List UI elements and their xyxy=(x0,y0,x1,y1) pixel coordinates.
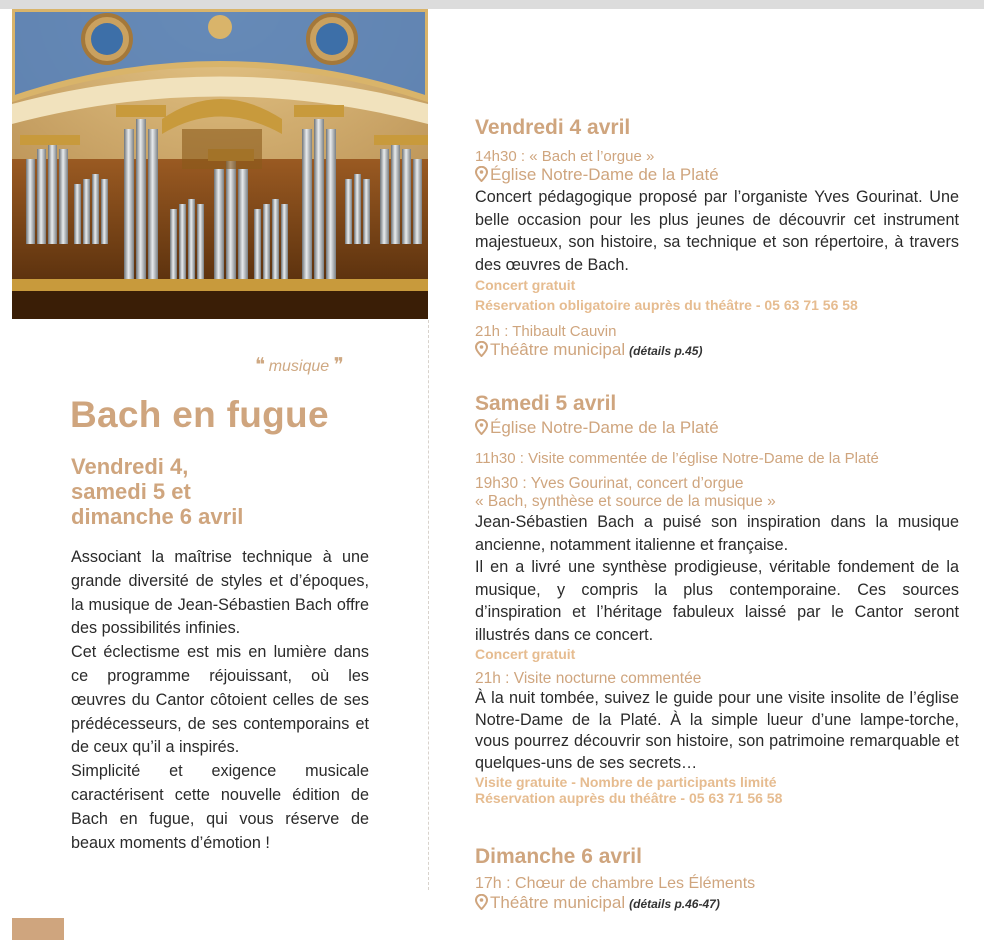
intro-paragraph: Simplicité et exigence musicale caractérisent cette nouvelle édition de Bach en fugue, qui vous réserve de beaux moments d’émotion ! xyxy=(71,762,369,852)
intro-paragraph: Cet éclectisme est mis en lumière dans ce programme réjouissant, où les œuvres du Cantor côtoient celles de ses prédécesseurs, de ses contemporains et de ceux qu’il a inspirés. xyxy=(71,643,369,757)
page-reference: (détails p.46-47) xyxy=(629,897,720,911)
dates-line: Vendredi 4, xyxy=(71,454,189,479)
location-pin-icon xyxy=(475,341,488,357)
location-pin-icon xyxy=(475,166,488,182)
quote-close-icon: ❞ xyxy=(333,355,343,376)
event-time: 21h : Thibault Cauvin xyxy=(475,323,617,340)
quote-open-icon: ❝ xyxy=(255,355,265,376)
description-paragraph: Jean-Sébastien Bach a puisé son inspiration dans la musique ancienne, notamment italienne et française. xyxy=(475,513,959,554)
top-border xyxy=(0,0,984,9)
dates-line: samedi 5 et xyxy=(71,479,191,504)
intro-text xyxy=(71,546,369,855)
event-time: 17h : Chœur de chambre Les Éléments xyxy=(475,875,756,892)
column-divider xyxy=(428,320,429,890)
event-booking: Réservation auprès du théâtre - 05 63 71 56 58 xyxy=(475,790,783,806)
event-description xyxy=(475,511,959,646)
event-venue xyxy=(475,893,959,913)
location-pin-icon xyxy=(475,894,488,910)
event-price: Concert gratuit xyxy=(475,277,576,293)
page-reference: (détails p.45) xyxy=(629,344,703,358)
organ-photo xyxy=(12,9,428,319)
page-number-box xyxy=(12,918,64,940)
day-heading: Dimanche 6 avril xyxy=(475,845,642,868)
sunday-section xyxy=(475,845,959,913)
venue-name: Théâtre municipal xyxy=(490,340,626,359)
venue-name: Théâtre municipal xyxy=(490,893,626,912)
event-description: À la nuit tombée, suivez le guide pour une visite insolite de l’église Notre-Dame de la Platé. À la simple lueur d’une lampe-torche, vous pourrez découvrir son histoire, son patrimoine remarquable et quelques-uns de ses secrets… xyxy=(475,689,959,772)
event-booking: Réservation obligatoire auprès du théâtre - 05 63 71 56 58 xyxy=(475,297,858,313)
event-time: 19h30 : Yves Gourinat, concert d’orgue xyxy=(475,475,744,492)
location-pin-icon xyxy=(475,419,488,435)
event-venue xyxy=(475,418,959,438)
event-venue xyxy=(475,165,959,185)
description-paragraph: Il en a livré une synthèse prodigieuse, véritable fondement de la musique, y compris la plus contemporaine. Ces sources d’inspiration et l’héritage fabuleux laissé par le Cantor seront illustrés dans ce concert. xyxy=(475,558,959,644)
day-heading: Vendredi 4 avril xyxy=(475,116,631,139)
event-venue xyxy=(475,340,959,360)
venue-name: Église Notre-Dame de la Platé xyxy=(490,418,719,437)
festival-dates xyxy=(71,454,243,529)
event-time: 14h30 : « Bach et l’orgue » xyxy=(475,148,655,165)
dates-line: dimanche 6 avril xyxy=(71,504,244,529)
event-price: Visite gratuite - Nombre de participants limité xyxy=(475,774,777,790)
event-price: Concert gratuit xyxy=(475,646,576,662)
event-subtitle: « Bach, synthèse et source de la musique » xyxy=(475,493,776,510)
intro-paragraph: Associant la maîtrise technique à une grande diversité de styles et d’époques, la musique de Jean-Sébastien Bach offre des possibilités infinies. xyxy=(71,548,369,638)
category-tag xyxy=(255,354,343,377)
event-time: 11h30 : Visite commentée de l’église Notre-Dame de la Platé xyxy=(475,450,879,467)
event-time: 21h : Visite nocturne commentée xyxy=(475,670,702,687)
page-title: Bach en fugue xyxy=(70,394,329,435)
category-label: musique xyxy=(268,358,330,375)
venue-name: Église Notre-Dame de la Platé xyxy=(490,165,719,184)
day-heading: Samedi 5 avril xyxy=(475,392,617,415)
saturday-section xyxy=(475,392,959,806)
friday-section xyxy=(475,116,959,360)
event-description: Concert pédagogique proposé par l’organiste Yves Gourinat. Une belle occasion pour les plus jeunes de découvrir cet instrument majestueux, son histoire, sa technique et son répertoire, à travers des œuvres de Bach. xyxy=(475,188,959,274)
